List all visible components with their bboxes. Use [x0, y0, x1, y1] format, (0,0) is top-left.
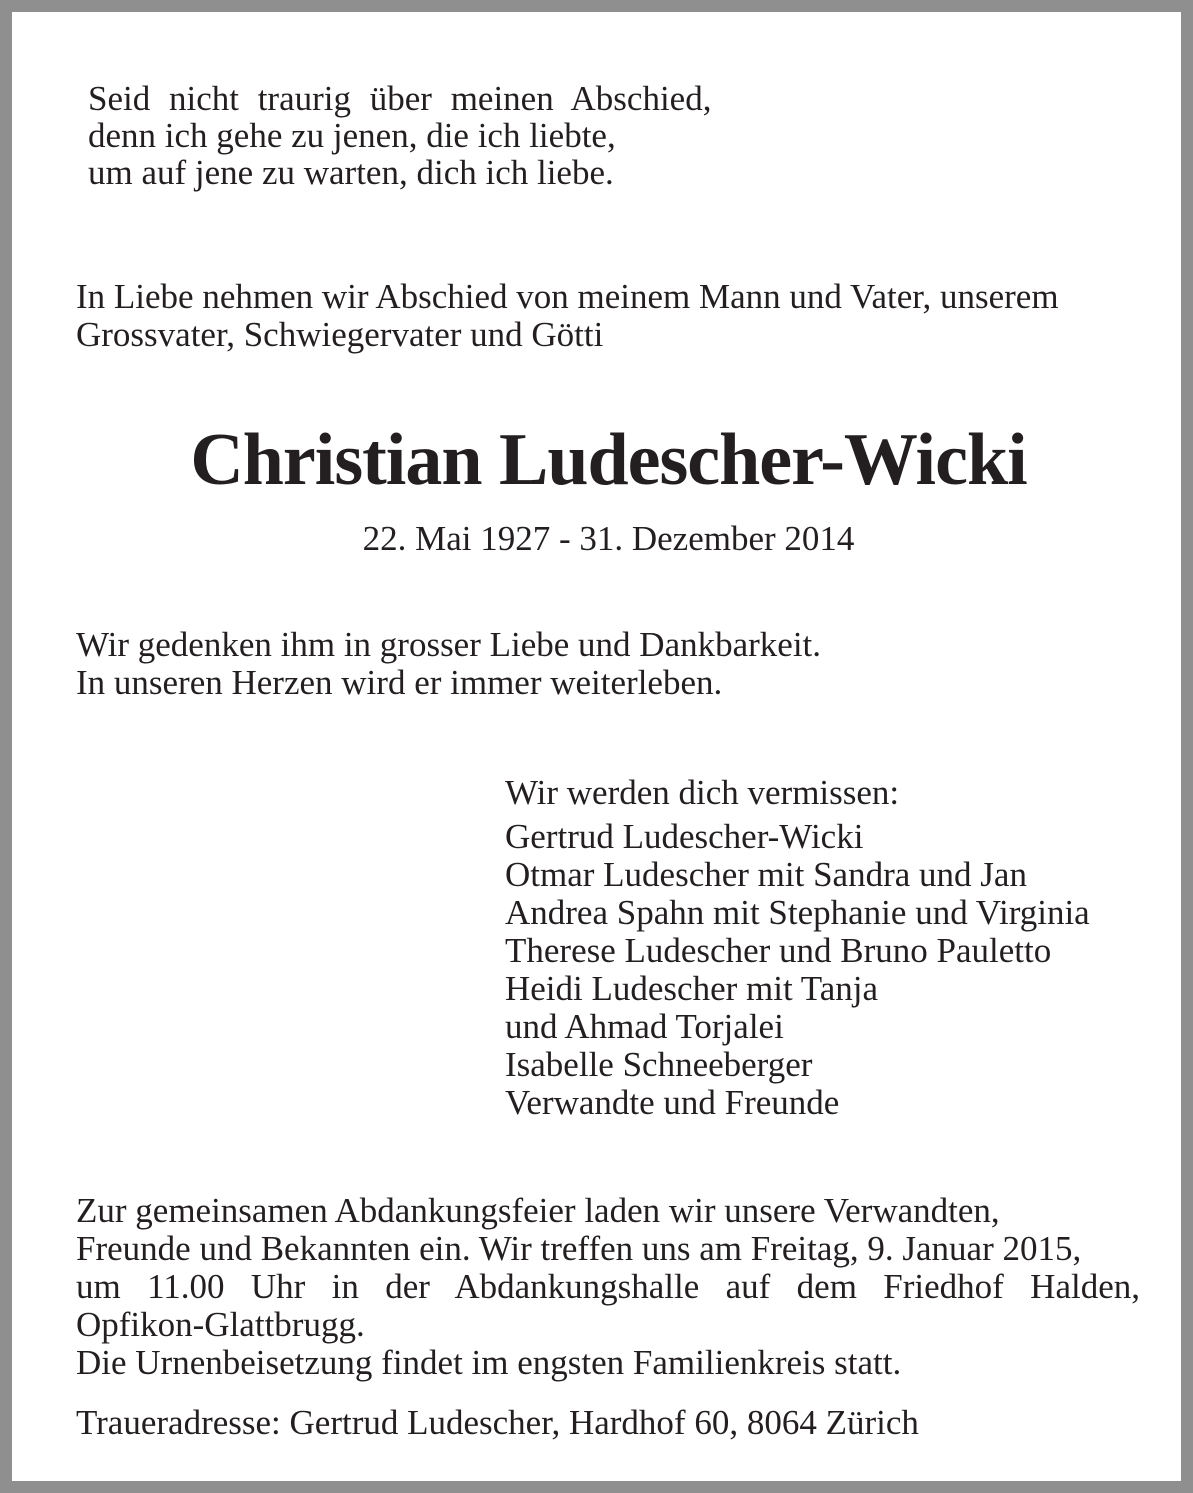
ceremony-line: um 11.00 Uhr in der Abdankungshalle auf dem Friedhof Halden, — [76, 1267, 1140, 1306]
mourner-name: Verwandte und Freunde — [505, 1083, 840, 1122]
mourners-heading: Wir werden dich vermissen: — [505, 773, 900, 812]
ceremony-line: Die Urnenbeisetzung findet im engsten Familienkreis statt. — [76, 1343, 902, 1382]
poem-line: denn ich gehe zu jenen, die ich liebte, — [88, 116, 616, 155]
intro-line: Grossvater, Schwiegervater und Götti — [76, 315, 604, 354]
ceremony-text — [76, 1192, 1140, 1382]
mourner-name: Gertrud Ludescher-Wicki — [505, 817, 864, 856]
intro-line: In Liebe nehmen wir Abschied von meinem Mann und Vater, unserem — [76, 277, 1059, 316]
poem-line: um auf jene zu warten, dich ich liebe. — [88, 153, 614, 192]
mourner-name: Isabelle Schneeberger — [505, 1045, 813, 1084]
mourner-name: Therese Ludescher und Bruno Pauletto — [505, 931, 1052, 970]
memorial-line: In unseren Herzen wird er immer weiterleben. — [76, 663, 723, 702]
deceased-name: Christian Ludescher-Wicki — [190, 419, 1027, 501]
poem-block — [88, 80, 711, 191]
mourners-list — [505, 774, 1090, 1122]
poem-line: Seid nicht traurig über meinen Abschied, — [88, 79, 712, 118]
ceremony-line: Opfikon-Glattbrugg. — [76, 1305, 365, 1344]
mourner-name: Otmar Ludescher mit Sandra und Jan — [505, 855, 1027, 894]
mourner-name: Andrea Spahn mit Stephanie und Virginia — [505, 893, 1090, 932]
life-dates: 22. Mai 1927 - 31. Dezember 2014 — [362, 519, 855, 558]
mourning-address: Traueradresse: Gertrud Ludescher, Hardhof 60, 8064 Zürich — [76, 1403, 919, 1442]
memorial-line: Wir gedenken ihm in grosser Liebe und Dankbarkeit. — [76, 625, 822, 664]
ceremony-line: Freunde und Bekannten ein. Wir treffen uns am Freitag, 9. Januar 2015, — [76, 1229, 1082, 1268]
mourner-name: Heidi Ludescher mit Tanja — [505, 969, 879, 1008]
ceremony-line: Zur gemeinsamen Abdankungsfeier laden wir unsere Verwandten, — [76, 1191, 1000, 1230]
mourner-name: und Ahmad Torjalei — [505, 1007, 784, 1046]
memorial-text — [76, 626, 821, 702]
intro-text — [76, 278, 1059, 354]
